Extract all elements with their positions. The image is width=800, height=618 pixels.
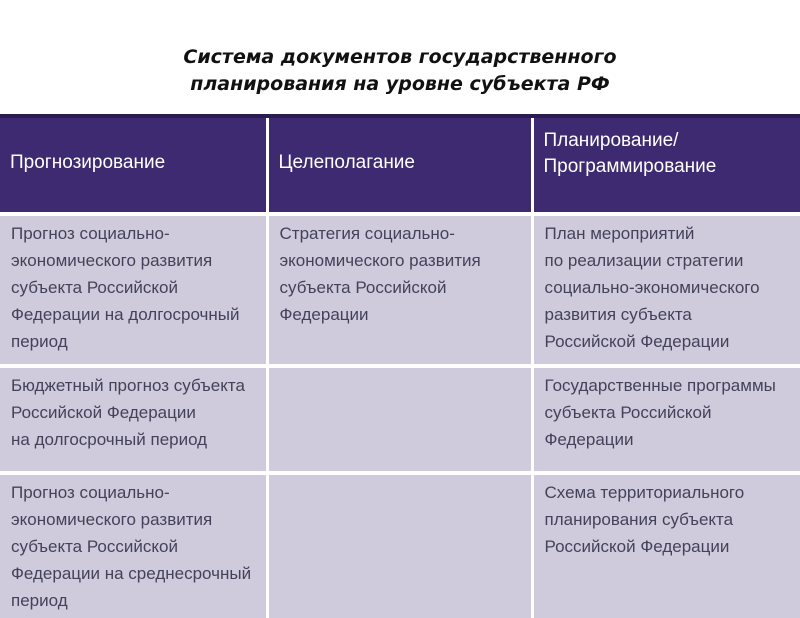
cell-line: период bbox=[11, 332, 68, 351]
cell-line: Российской Федерации bbox=[544, 332, 730, 351]
table-cell bbox=[532, 366, 800, 473]
cell-line: План мероприятий bbox=[544, 224, 695, 243]
cell-line: экономического развития bbox=[11, 510, 213, 529]
cell-line: Российской Федерации bbox=[544, 537, 730, 556]
cell-line: социально-экономического bbox=[544, 278, 760, 297]
cell-line: Прогноз социально- bbox=[11, 483, 170, 502]
header-forecasting bbox=[0, 116, 267, 214]
header-line: Целеполагание bbox=[278, 152, 415, 173]
header-line: Прогнозирование bbox=[10, 152, 166, 173]
cell-line: на долгосрочный период bbox=[11, 430, 208, 449]
cell-line: экономического развития bbox=[11, 251, 213, 270]
cell-line: Схема территориального bbox=[544, 483, 745, 502]
cell-line: субъекта Российской bbox=[11, 537, 178, 556]
table-row bbox=[0, 366, 800, 473]
cell-line: Российской Федерации bbox=[11, 403, 196, 422]
header-goal-setting bbox=[267, 116, 532, 214]
cell-line: по реализации стратегии bbox=[544, 251, 744, 270]
table-cell bbox=[532, 473, 800, 618]
title-line-2: планирования на уровне субъекта РФ bbox=[190, 73, 610, 95]
cell-line: Государственные программы bbox=[544, 376, 776, 395]
table-cell-empty bbox=[267, 366, 532, 473]
cell-line: Федерации на среднесрочный bbox=[11, 564, 252, 583]
table-cell-empty bbox=[267, 473, 532, 618]
table-cell bbox=[0, 366, 267, 473]
cell-line: субъекта Российской bbox=[279, 278, 447, 297]
header-line: Планирование/ bbox=[543, 130, 679, 151]
table-cell bbox=[0, 473, 267, 618]
cell-line: субъекта Российской bbox=[11, 278, 178, 297]
table-row bbox=[0, 214, 800, 366]
cell-line: экономического развития bbox=[279, 251, 481, 270]
page-title bbox=[0, 44, 800, 98]
cell-line: развития субъекта bbox=[544, 305, 692, 324]
table-cell bbox=[532, 214, 800, 366]
table-cell bbox=[0, 214, 267, 366]
documents-table bbox=[0, 114, 800, 618]
cell-line: Бюджетный прогноз субъекта bbox=[11, 376, 245, 395]
table-cell bbox=[267, 214, 532, 366]
table-header-row bbox=[0, 116, 800, 214]
cell-line: планирования субъекта bbox=[544, 510, 734, 529]
cell-line: Прогноз социально- bbox=[11, 224, 170, 243]
cell-line: период bbox=[11, 591, 68, 610]
cell-line: Федерации bbox=[279, 305, 369, 324]
documents-table-wrap bbox=[0, 114, 800, 610]
cell-line: Федерации на долгосрочный bbox=[11, 305, 240, 324]
title-line-1: Система документов государственного bbox=[183, 46, 617, 68]
cell-line: Федерации bbox=[544, 430, 634, 449]
header-planning bbox=[532, 116, 800, 214]
cell-line: субъекта Российской bbox=[544, 403, 712, 422]
table-row bbox=[0, 473, 800, 618]
cell-line: Стратегия социально- bbox=[279, 224, 455, 243]
header-line: Программирование bbox=[543, 156, 717, 177]
